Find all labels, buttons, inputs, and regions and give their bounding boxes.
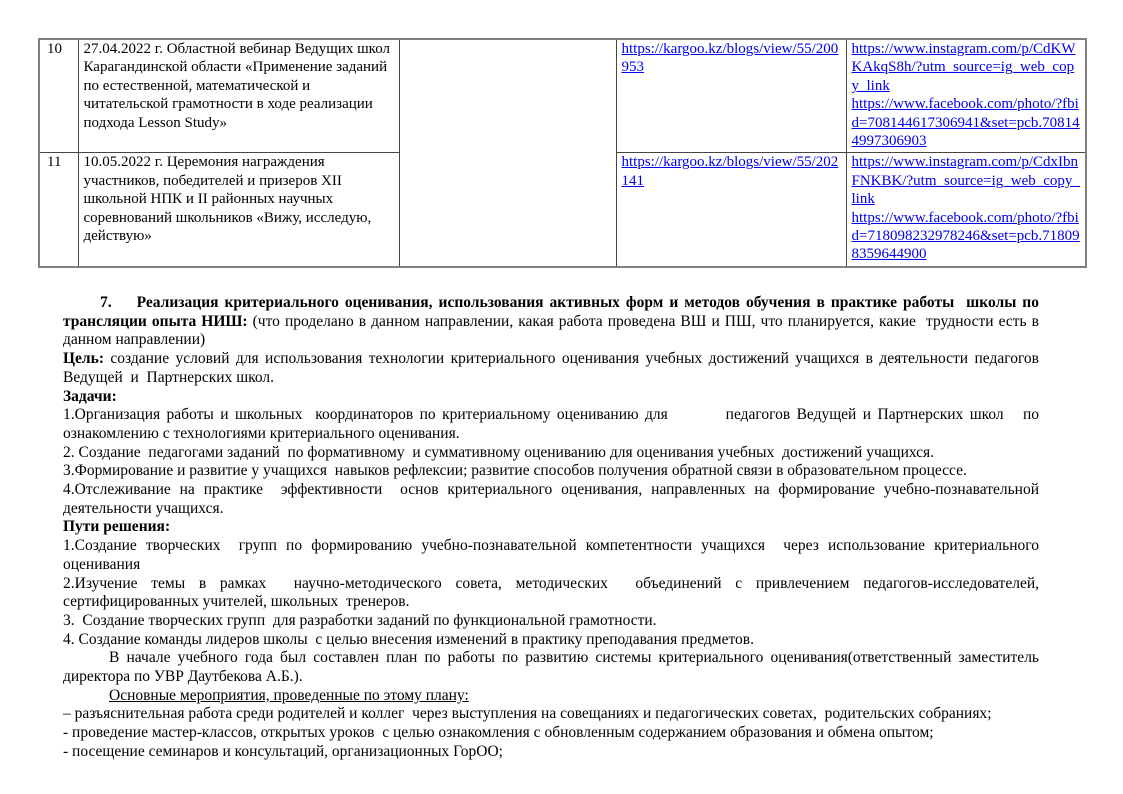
- task-item: 1.Организация работы и школьных координаторов по критериальному оцениванию для педагогов Ведущей и Партнерских школ по ознакомлению с технологиями критериального оценивания.: [63, 406, 1039, 442]
- event-item: – разъяснительная работа среди родителей и коллег через выступления на совещаниях и педагогических советах, родительских собраниях;: [63, 705, 992, 723]
- solution-item: 4. Создание команды лидеров школы с целью внесения изменений в практику преподавания предметов.: [63, 630, 754, 648]
- social-links-cell: [846, 153, 1086, 267]
- goal-paragraph: [63, 350, 1039, 387]
- event-description-cell: 10.05.2022 г. Церемония награждения участников, победителей и призеров XII школьной НПК и II районных научных соревнований школьников «Вижу, исследую, действую»: [78, 153, 399, 267]
- goal-text: создание условий для использования технологии критериального оценивания учебных достижений учащихся в деятельности педагогов Ведущей и Партнерских школ.: [63, 350, 1039, 386]
- solution-item: 2.Изучение темы в рамках научно-методического совета, методических объединений с привлечением педагогов-исследователей, сертифицированных учителей, школьных тренеров.: [63, 574, 1039, 611]
- task-item: 3.Формирование и развитие у учащихся навыков рефлексии; развитие способов получения обратной связи в образовательном процессе.: [63, 462, 967, 480]
- event-item: - проведение мастер-классов, открытых уроков с целью ознакомления с обновленным содержанием образования и обмена опытом;: [63, 724, 934, 742]
- section-title: Реализация критериального оценивания, использования активных форм и методов обучения в практике работы школы по трансляции опыта НИШ:: [63, 294, 1039, 330]
- section-7-text: [63, 294, 1039, 762]
- event-description-cell: 27.04.2022 г. Областной вебинар Ведущих школ Карагандинской области «Применение заданий по естественной, математической и читательской грамотности в ходе реализации подхода Lesson Study»: [78, 39, 399, 153]
- solutions-label: Пути решения:: [63, 518, 171, 536]
- section-heading: [63, 294, 1039, 350]
- tasks-label: Задачи:: [63, 387, 117, 405]
- task-item: 4.Отслеживание на практике эффективности основ критериального оценивания, направленных на формирование учебно-познавательной деятельности учащихся.: [63, 481, 1039, 517]
- solution-item: 3. Создание творческих групп для разработки заданий по функциональной грамотности.: [63, 611, 657, 629]
- section-number: 7.: [100, 294, 112, 311]
- table-row: [39, 39, 1086, 153]
- solution-item: 1.Создание творческих групп по формированию учебно-познавательной компетентности учащихся через использование критериального оценивания: [63, 537, 1039, 573]
- events-table: [38, 38, 1087, 268]
- instagram-link[interactable]: https://www.instagram.com/p/CdKWKAkqS8h/?utm_source=ig_web_copy_link: [851, 41, 1076, 94]
- facebook-link[interactable]: https://www.facebook.com/photo/?fbid=708144617306941&set=pcb.708144997306903: [851, 96, 1080, 150]
- event-item: - посещение семинаров и консультаций, организационных ГорОО;: [63, 742, 503, 760]
- row-number-cell: 10: [39, 39, 78, 153]
- kargoo-link[interactable]: https://kargoo.kz/blogs/view/55/200953: [621, 41, 839, 76]
- section-note: (что проделано в данном направлении, какая работа проведена ВШ и ПШ, что планируется, какие трудности есть в данном направлении): [63, 312, 1039, 349]
- kargoo-link-cell: [616, 39, 846, 153]
- social-links-cell: [846, 39, 1086, 153]
- kargoo-link-cell: [616, 153, 846, 267]
- goal-label: Цель:: [63, 350, 104, 368]
- instagram-link[interactable]: https://www.instagram.com/p/CdxIbnFNKBK/?utm_source=ig_web_copy_link: [851, 154, 1080, 208]
- main-events-label: Основные мероприятия, проведенные по этому плану:: [109, 686, 469, 704]
- facebook-link[interactable]: https://www.facebook.com/photo/?fbid=718098232978246&set=pcb.718098359644900: [851, 209, 1080, 263]
- plan-paragraph: В начале учебного года был составлен план по работы по развитию системы критериального оценивания(ответственный заместитель директора по УВР Даутбекова А.Б.).: [63, 649, 1039, 686]
- task-item: 2. Создание педагогами заданий по формативному и суммативному оцениванию для оценивания учебных достижений учащихся.: [63, 443, 935, 461]
- kargoo-link[interactable]: https://kargoo.kz/blogs/view/55/202141: [621, 154, 839, 189]
- empty-cell: [399, 39, 616, 267]
- row-number-cell: 11: [39, 153, 78, 267]
